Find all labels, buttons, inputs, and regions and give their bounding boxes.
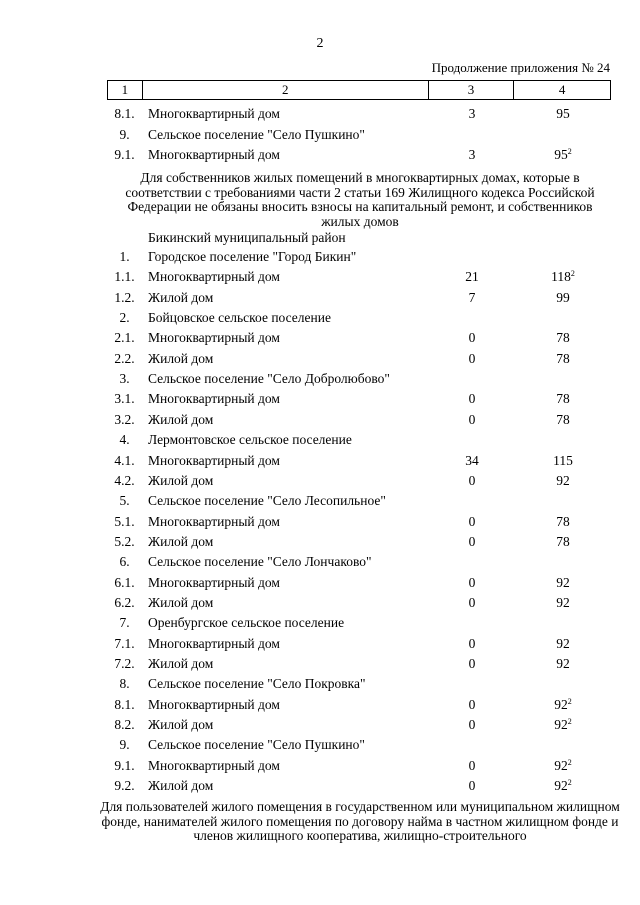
- district-title: Бикинский муниципальный район: [148, 230, 346, 245]
- row-value-col4: [515, 349, 611, 369]
- row-name: Многоквартирный дом: [148, 106, 280, 121]
- row-value-col3: 3: [468, 106, 476, 121]
- row-number: 9.1.: [114, 757, 135, 773]
- row-value-col3: 0: [468, 656, 476, 671]
- row-name: Жилой дом: [148, 717, 214, 733]
- row-value-col4: [515, 471, 611, 491]
- row-number: 7.: [119, 615, 130, 631]
- row-number: 8.2.: [114, 717, 135, 733]
- row-number: 2.2.: [114, 350, 135, 366]
- row-value-col4: [515, 593, 611, 613]
- row-value-col4-text: 92: [556, 594, 570, 610]
- row-value-col3: 0: [468, 330, 476, 346]
- table-header: [107, 80, 611, 100]
- table-row: [0, 512, 640, 532]
- row-value-col4-text: 78: [556, 350, 570, 366]
- row-value-col4: [515, 288, 611, 308]
- row-value-col4-text: 118: [551, 269, 571, 285]
- table-row: [0, 451, 640, 471]
- row-value-col3: 0: [468, 350, 476, 366]
- row-number: 8.: [119, 676, 130, 692]
- row-value-col3: 0: [468, 472, 476, 488]
- row-name: Многоквартирный дом: [148, 147, 280, 162]
- row-number: 4.2.: [114, 472, 135, 488]
- row-number: 7.1.: [114, 635, 135, 651]
- table-row: [0, 491, 640, 511]
- row-value-col4: [515, 695, 611, 715]
- table-row: [0, 695, 640, 715]
- row-value-col4: [515, 267, 611, 287]
- table-row: [0, 613, 640, 633]
- row-value-col3: 3: [468, 147, 476, 162]
- table-row: [0, 776, 640, 796]
- table-row: [0, 369, 640, 389]
- row-value-col4: [515, 410, 611, 430]
- row-value-col4: [515, 634, 611, 654]
- table-row: [0, 430, 640, 450]
- row-number: 9.: [119, 737, 130, 753]
- row-name: Многоквартирный дом: [148, 452, 280, 468]
- row-value-col4-text: 78: [556, 513, 570, 529]
- row-name: Жилой дом: [148, 533, 214, 549]
- table-row: [0, 247, 640, 267]
- row-value-col4-text: 99: [556, 289, 570, 305]
- row-value-col4: [515, 573, 611, 593]
- header-col-2: 2: [143, 81, 429, 99]
- row-number: 6.: [119, 554, 130, 570]
- row-name: Сельское поселение "Село Пушкино": [148, 126, 365, 142]
- header-col-3: 3: [429, 81, 515, 99]
- row-value-col3: 7: [468, 289, 476, 305]
- row-value-col4: [515, 389, 611, 409]
- row-number: 2.1.: [114, 330, 135, 346]
- row-name: Жилой дом: [148, 472, 214, 488]
- row-name: Сельское поселение "Село Покровка": [148, 676, 366, 692]
- table-row: [0, 634, 640, 654]
- row-number: 9.: [119, 126, 130, 142]
- row-name: Лермонтовское сельское поселение: [148, 432, 352, 448]
- row-value-col3: 0: [468, 696, 476, 712]
- row-number: 4.: [119, 432, 130, 448]
- row-number: 1.: [119, 249, 130, 264]
- table-row: [0, 308, 640, 328]
- row-value-col4-text: 92: [556, 574, 570, 590]
- row-footnote-mark: 2: [570, 269, 575, 279]
- row-footnote-mark: 2: [567, 757, 572, 767]
- row-value-col3: 0: [468, 635, 476, 651]
- row-number: 1.1.: [114, 269, 135, 285]
- row-footnote-mark: 2: [567, 778, 572, 788]
- table-row: [0, 573, 640, 593]
- row-number: 8.1.: [114, 696, 135, 712]
- row-name: Сельское поселение "Село Лесопильное": [148, 493, 386, 509]
- row-number: 7.2.: [114, 656, 135, 671]
- row-value-col4-text: 92: [554, 717, 568, 733]
- row-value-col4: [515, 776, 611, 796]
- row-name: Многоквартирный дом: [148, 635, 280, 651]
- table-row: [0, 145, 640, 165]
- row-value-col3: 0: [468, 778, 476, 794]
- paragraph-users: Для пользователей жилого помещения в государственном или муниципальном жилищном фонде, нанимателей жилого помещения по договору найма в частном жилищном фонде и членов жилищного кооператива, жилищно-строительного: [100, 799, 620, 843]
- row-value-col4: [515, 451, 611, 471]
- row-value-col4: [515, 328, 611, 348]
- row-name: Сельское поселение "Село Добролюбово": [148, 371, 390, 387]
- row-number: 6.2.: [114, 594, 135, 610]
- row-footnote-mark: 2: [567, 147, 572, 156]
- row-value-col4: [515, 654, 611, 674]
- table-row: [0, 267, 640, 287]
- row-value-col4-text: 92: [556, 635, 570, 651]
- table-row: [0, 715, 640, 735]
- row-name: Многоквартирный дом: [148, 330, 280, 346]
- row-number: 9.2.: [114, 778, 135, 794]
- row-value-col3: 0: [468, 411, 476, 427]
- table-row: [0, 410, 640, 430]
- row-value-col4: [515, 512, 611, 532]
- row-number: 3.1.: [114, 391, 135, 407]
- row-name: Сельское поселение "Село Пушкино": [148, 737, 365, 753]
- table-row: [0, 756, 640, 776]
- row-value-col3: 34: [465, 452, 479, 468]
- row-name: Многоквартирный дом: [148, 757, 280, 773]
- table-row: [0, 349, 640, 369]
- row-number: 9.1.: [114, 147, 135, 162]
- row-value-col3: 0: [468, 533, 476, 549]
- row-value-col4: [515, 532, 611, 552]
- page-number: 2: [316, 36, 324, 51]
- row-value-col4: [515, 104, 611, 124]
- row-value-col4-text: 92: [554, 696, 568, 712]
- row-value-col3: 0: [468, 513, 476, 529]
- header-col-4: 4: [558, 82, 566, 97]
- row-number: 3.: [119, 371, 130, 387]
- row-value-col4-text: 78: [556, 330, 570, 346]
- row-value-col4-text: 78: [556, 391, 570, 407]
- header-col-1: 1: [108, 81, 143, 99]
- table-row: [0, 735, 640, 755]
- row-value-col4: [515, 756, 611, 776]
- table-row: [0, 389, 640, 409]
- table-row: [0, 532, 640, 552]
- row-value-col4: [515, 145, 611, 165]
- row-value-col3: 0: [468, 594, 476, 610]
- table-row: [0, 552, 640, 572]
- row-footnote-mark: 2: [567, 717, 572, 727]
- table-row: [0, 654, 640, 674]
- row-name: Оренбургское сельское поселение: [148, 615, 345, 631]
- row-value-col4-text: 92: [554, 778, 568, 794]
- row-value-col4-text: 92: [556, 472, 570, 488]
- table-row: [0, 104, 640, 124]
- table-row: [0, 328, 640, 348]
- row-number: 2.: [119, 310, 130, 326]
- row-number: 4.1.: [114, 452, 135, 468]
- table-row: [0, 471, 640, 491]
- row-name: Жилой дом: [148, 350, 214, 366]
- row-value-col4-text: 78: [556, 411, 570, 427]
- row-name: Городское поселение "Город Бикин": [148, 249, 357, 264]
- row-value-col4-text: 92: [556, 656, 570, 671]
- row-name: Многоквартирный дом: [148, 574, 280, 590]
- paragraph-owners: Для собственников жилых помещений в многоквартирных домах, которые в соответствии с требованиями части 2 статьи 169 Жилищного кодекса Российской Федерации не обязаны вносить взносы на капитальный ремонт, и собственников жилых домов: [125, 170, 595, 229]
- row-value-col4-text: 78: [556, 533, 570, 549]
- table-row: [0, 288, 640, 308]
- row-value-col3: 0: [468, 391, 476, 407]
- row-value-col4-text: 95: [554, 147, 568, 162]
- row-value-col4-text: 95: [556, 106, 570, 121]
- table-row: [0, 674, 640, 694]
- row-number: 5.2.: [114, 533, 135, 549]
- row-name: Сельское поселение "Село Лончаково": [148, 554, 372, 570]
- row-name: Жилой дом: [148, 289, 214, 305]
- row-name: Многоквартирный дом: [148, 513, 280, 529]
- row-value-col3: 0: [468, 757, 476, 773]
- row-name: Жилой дом: [148, 594, 214, 610]
- row-value-col4-text: 92: [554, 757, 568, 773]
- row-name: Бойцовское сельское поселение: [148, 310, 331, 326]
- table-row: [0, 125, 640, 145]
- row-name: Многоквартирный дом: [148, 391, 280, 407]
- row-value-col3: 21: [465, 269, 479, 285]
- row-footnote-mark: 2: [567, 696, 572, 706]
- row-number: 3.2.: [114, 411, 135, 427]
- row-name: Жилой дом: [148, 656, 214, 671]
- row-value-col4: [515, 715, 611, 735]
- row-value-col3: 0: [468, 574, 476, 590]
- row-name: Многоквартирный дом: [148, 696, 280, 712]
- row-number: 6.1.: [114, 574, 135, 590]
- row-name: Многоквартирный дом: [148, 269, 280, 285]
- row-number: 1.2.: [114, 289, 135, 305]
- row-name: Жилой дом: [148, 778, 214, 794]
- row-number: 5.: [119, 493, 130, 509]
- row-number: 8.1.: [114, 106, 135, 121]
- row-number: 5.1.: [114, 513, 135, 529]
- row-value-col4-text: 115: [553, 452, 573, 468]
- row-value-col3: 0: [468, 717, 476, 733]
- row-name: Жилой дом: [148, 411, 214, 427]
- table-row: [0, 593, 640, 613]
- continuation-label: Продолжение приложения № 24: [431, 60, 610, 75]
